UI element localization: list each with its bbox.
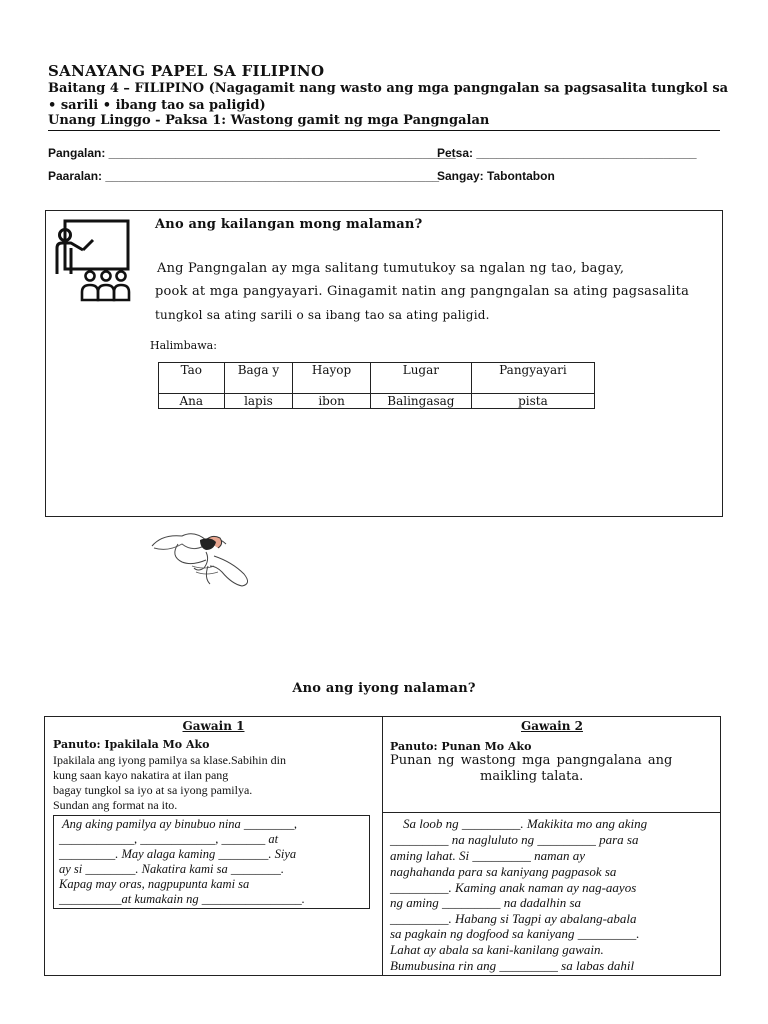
section2-heading: Ano ang iyong nalaman? bbox=[292, 681, 476, 696]
gawain1-instruction-2: kung saan kayo nakatira at ilan pang bbox=[53, 768, 229, 782]
definition-line-2: pook at mga pangyayari. Ginagamit natin ang pangngalan sa ating pagsasalita bbox=[155, 284, 690, 299]
format-line-2[interactable]: ____________, ____________, _______ at bbox=[59, 832, 279, 846]
table-cell: Ana bbox=[159, 394, 225, 409]
format-line-4[interactable]: ay si ________. Nakatira kami sa ________. bbox=[59, 862, 284, 876]
gawain1-title: Gawain 1 bbox=[182, 719, 245, 733]
table-cell: Balingasag bbox=[370, 394, 471, 409]
paragraph-line-1[interactable]: Sa loob ng _________. Makikita mo ang aking bbox=[403, 816, 648, 831]
format-line-3[interactable]: _________. May alaga kaming ________. Siya bbox=[59, 847, 297, 861]
teacher-presenting-icon bbox=[53, 218, 133, 306]
paragraph-line-2[interactable]: _________ na nagluluto ng _________ para sa bbox=[390, 832, 639, 847]
table-header-row bbox=[159, 363, 595, 394]
gawain1-instruction-4: Sundan ang format na ito. bbox=[53, 798, 178, 812]
header-cell: Baga y bbox=[224, 363, 293, 394]
example-label: Halimbawa: bbox=[150, 339, 217, 352]
gawain2-instruction-rule bbox=[382, 812, 721, 813]
paragraph-line-8[interactable]: sa pagkain ng dogfood sa kaniyang _________. bbox=[390, 926, 640, 941]
paragraph-line-4: naghahanda para sa kaniyang pagpasok sa bbox=[390, 864, 617, 879]
format-line-1[interactable]: Ang aking pamilya ay binubuo nina ________, bbox=[62, 817, 298, 831]
gawain1-panuto: Panuto: Ipakilala Mo Ako bbox=[53, 738, 210, 751]
week-topic-line: Unang Linggo - Paksa 1: Wastong gamit ng mga Pangngalan bbox=[48, 113, 490, 128]
gawain1-instruction-3: bagay tungkol sa iyo at sa iyong pamilya. bbox=[53, 783, 253, 797]
paragraph-line-10[interactable]: Bumubusina rin ang _________ sa labas dahil bbox=[390, 958, 635, 973]
sangay-field: Sangay: Tabontabon bbox=[437, 169, 555, 183]
table-cell: pista bbox=[471, 394, 594, 409]
table-row bbox=[159, 394, 595, 409]
paragraph-line-7[interactable]: _________. Habang si Tagpi ay abalang-abala bbox=[390, 911, 637, 926]
gawain2-instruction-1: Punan ng wastong mga pangngalana ang bbox=[390, 753, 673, 768]
grade-competency-line: Baitang 4 – FILIPINO (Nagagamit nang wasto ang mga pangngalan sa pagsasalita tungkol sa • sarili • ibang tao sa paligid) bbox=[48, 81, 729, 113]
gawain2-panuto: Panuto: Punan Mo Ako bbox=[390, 740, 532, 753]
header-rule bbox=[48, 130, 720, 131]
column-divider bbox=[382, 716, 383, 976]
table-cell: ibon bbox=[293, 394, 371, 409]
table-cell: lapis bbox=[224, 394, 293, 409]
paragraph-line-6[interactable]: ng aming _________ na dadalhin sa bbox=[390, 895, 582, 910]
header-cell: Pangyayari bbox=[471, 363, 594, 394]
definition-line-1: Ang Pangngalan ay mga salitang tumutukoy sa ngalan ng tao, bagay, bbox=[157, 261, 625, 276]
header-cell: Lugar bbox=[370, 363, 471, 394]
section1-heading: Ano ang kailangan mong malaman? bbox=[155, 217, 423, 232]
gawain1-instruction-1: Ipakilala ang iyong pamilya sa klase.Sabihin din bbox=[53, 753, 286, 767]
gawain2-title: Gawain 2 bbox=[521, 719, 583, 733]
paragraph-line-9: Lahat ay abala sa kani-kanilang gawain. bbox=[390, 942, 604, 957]
paaralan-field[interactable]: Paaralan: __________________________________________________ bbox=[48, 169, 440, 183]
format-line-5[interactable]: Kapag may oras, nagpupunta kami sa bbox=[59, 877, 250, 891]
gawain2-instruction-2: maikling talata. bbox=[480, 769, 584, 784]
worksheet-title: SANAYANG PAPEL SA FILIPINO bbox=[48, 62, 325, 80]
format-line-6[interactable]: __________at kumakain ng ________________. bbox=[59, 892, 305, 906]
paragraph-line-5[interactable]: _________. Kaming anak naman ay nag-aayos bbox=[390, 880, 637, 895]
petsa-field[interactable]: Petsa: _________________________________ bbox=[437, 146, 697, 160]
header-cell: Tao bbox=[159, 363, 225, 394]
pangalan-field[interactable]: Pangalan: ____________________________________________________ bbox=[48, 146, 456, 160]
noun-examples-table bbox=[158, 362, 595, 409]
definition-line-3: tungkol sa ating sarili o sa ibang tao sa ating paligid. bbox=[155, 308, 490, 322]
header-cell: Hayop bbox=[293, 363, 371, 394]
thinking-person-sketch-icon bbox=[148, 526, 256, 588]
paragraph-line-3[interactable]: aming lahat. Si _________ naman ay bbox=[390, 848, 585, 863]
